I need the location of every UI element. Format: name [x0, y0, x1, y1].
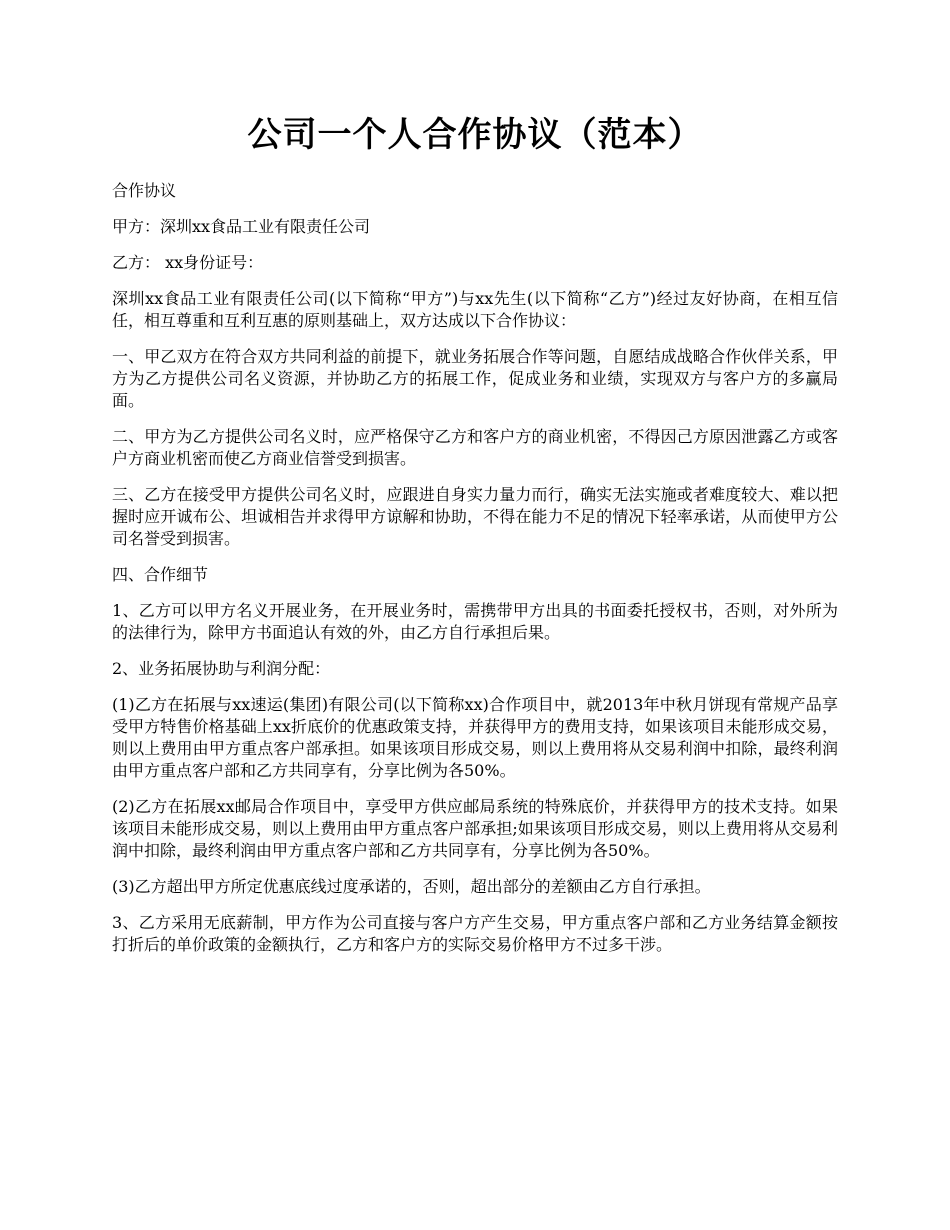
paragraph-clause-3: 三、乙方在接受甲方提供公司名义时，应跟进自身实力量力而行，确实无法实施或者难度较大、难以把握时应开诚布公、坦诚相告并求得甲方谅解和协助，不得在能力不足的情况下轻率承诺，从而使甲方公司名誉受到损害。 — [112, 485, 838, 548]
document-title: 公司一个人合作协议（范本） — [247, 115, 703, 155]
paragraph-agreement-heading: 合作协议 — [112, 181, 177, 200]
paragraph-detail-2-heading: 2、业务拓展协助与利润分配： — [112, 659, 331, 678]
paragraph-party-a: 甲方：深圳xx食品工业有限责任公司 — [112, 217, 371, 236]
paragraph-detail-3: 3、乙方采用无底薪制，甲方作为公司直接与客户方产生交易，甲方重点客户部和乙方业务结算金额按打折后的单价政策的金额执行，乙方和客户方的实际交易价格甲方不过多干涉。 — [112, 913, 838, 954]
paragraph-clause-2: 二、甲方为乙方提供公司名义时，应严格保守乙方和客户方的商业机密，不得因己方原因泄露乙方或客户方商业机密而使乙方商业信誉受到损害。 — [112, 427, 838, 468]
paragraph-detail-1: 1、乙方可以甲方名义开展业务，在开展业务时，需携带甲方出具的书面委托授权书，否则，对外所为的法律行为，除甲方书面追认有效的外，由乙方自行承担后果。 — [112, 601, 838, 642]
paragraph-detail-2-item-1: (1)乙方在拓展与xx速运(集团)有限公司(以下简称xx)合作项目中，就2013年中秋月饼现有常规产品享受甲方特售价格基础上xx折底价的优惠政策支持，并获得甲方的费用支持，如果该项目未能形成交易，则以上费用由甲方重点客户部承担。如果该项目形成交易，则以上费用将从交易利润中扣除，最终利润由甲方重点客户部和乙方共同享有，分享比例为各50%。 — [112, 695, 838, 780]
paragraph-clause-4-heading: 四、合作细节 — [112, 565, 209, 584]
paragraph-preamble: 深圳xx食品工业有限责任公司(以下简称“甲方”)与xx先生(以下简称“乙方”)经过友好协商，在相互信任，相互尊重和互利互惠的原则基础上，双方达成以下合作协议： — [112, 289, 838, 330]
paragraph-detail-2-item-3: (3)乙方超出甲方所定优惠底线过度承诺的，否则，超出部分的差额由乙方自行承担。 — [112, 877, 711, 896]
paragraph-clause-1: 一、甲乙双方在符合双方共同利益的前提下，就业务拓展合作等问题，自愿结成战略合作伙伴关系，甲方为乙方提供公司名义资源，并协助乙方的拓展工作，促成业务和业绩，实现双方与客户方的多赢局面。 — [112, 347, 838, 410]
paragraph-detail-2-item-2: (2)乙方在拓展xx邮局合作项目中，享受甲方供应邮局系统的特殊底价，并获得甲方的技术支持。如果该项目未能形成交易，则以上费用由甲方重点客户部承担;如果该项目形成交易，则以上费用将从交易利润中扣除，最终利润由甲方重点客户部和乙方共同享有，分享比例为各50%。 — [112, 797, 838, 860]
paragraph-party-b: 乙方： xx身份证号： — [112, 253, 264, 272]
